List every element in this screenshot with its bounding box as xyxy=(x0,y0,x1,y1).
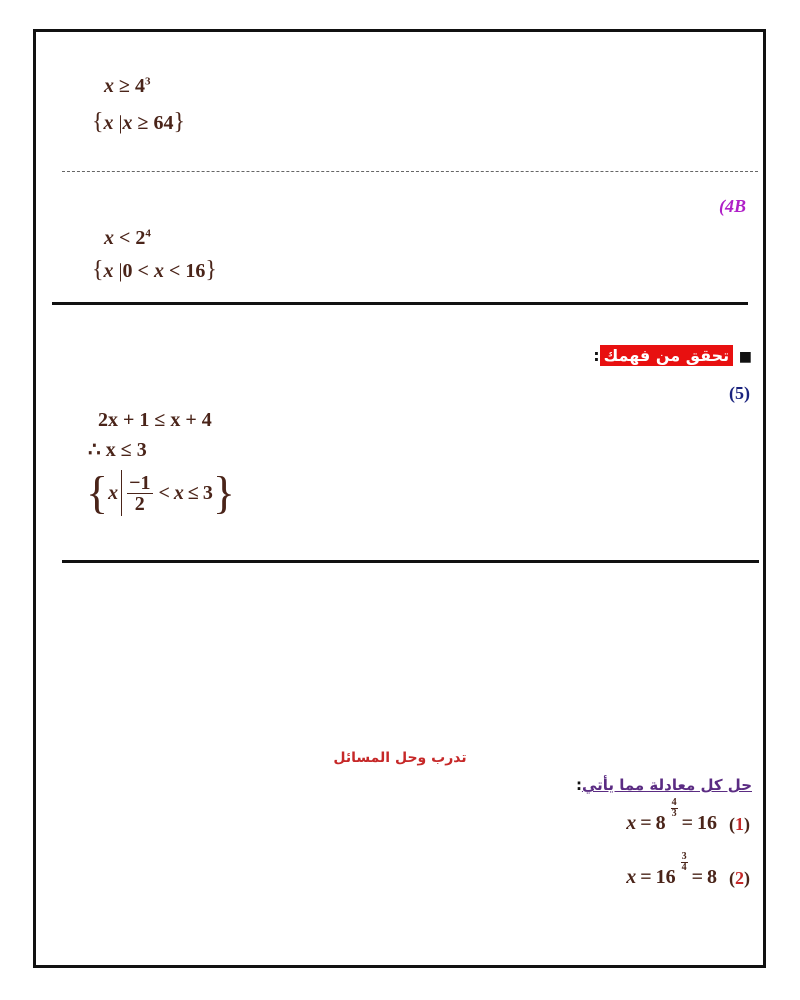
bullet-icon: ■ xyxy=(738,349,752,365)
inequality-4a-line1 xyxy=(104,76,150,96)
label-4b: (4B xyxy=(719,196,746,216)
solution-set-4b: {x |0 < x < 16} xyxy=(92,257,217,283)
operator: ≤ xyxy=(187,482,199,504)
operator: ≥ xyxy=(119,75,130,97)
item-number: 1 xyxy=(735,814,744,834)
inequality-5-line2 xyxy=(88,440,147,460)
right-brace: } xyxy=(173,109,186,135)
solution-set-5 xyxy=(86,467,235,518)
var: x xyxy=(108,482,119,504)
instruction-colon: : xyxy=(575,776,582,794)
instruction-text: حل كل معادلة مما يأتي xyxy=(581,776,752,794)
item-label: (2) xyxy=(729,868,750,888)
result: x ≤ 3 xyxy=(105,439,147,461)
operator: < xyxy=(119,227,131,249)
var: x xyxy=(626,866,637,888)
set-bar xyxy=(121,470,122,516)
item-label: (1) xyxy=(729,814,750,834)
practice-instruction xyxy=(576,776,752,794)
exponent-fraction xyxy=(671,798,678,819)
left-brace: { xyxy=(92,109,104,135)
left-brace: { xyxy=(92,257,104,283)
equals: = xyxy=(640,812,652,834)
fraction xyxy=(127,473,152,514)
right-brace: } xyxy=(212,467,235,518)
denominator: 2 xyxy=(134,492,145,515)
numerator: −1 xyxy=(129,471,151,494)
left-brace: { xyxy=(86,467,109,518)
practice-item-2 xyxy=(626,851,750,888)
equals: = xyxy=(691,866,703,888)
cond-var: x xyxy=(122,112,133,134)
check-heading xyxy=(593,346,752,365)
exponent: 4 xyxy=(145,227,151,240)
check-title: تحقق من فهمك xyxy=(600,345,734,366)
inequality-4b-line1 xyxy=(104,228,151,248)
high: 3 xyxy=(202,482,213,504)
exp-denominator: 3 xyxy=(671,808,677,819)
value: 64 xyxy=(153,112,174,134)
exp-numerator: 4 xyxy=(671,797,677,808)
base: 16 xyxy=(655,866,676,888)
base: 4 xyxy=(134,75,145,97)
practice-item-1 xyxy=(626,797,750,834)
low: 0 xyxy=(122,260,133,282)
exponent: 3 xyxy=(144,75,151,88)
operator: < xyxy=(137,260,149,282)
mid-var: x xyxy=(153,260,164,282)
dashed-separator xyxy=(62,171,758,172)
solution-set-4a: {x |x ≥ 64} xyxy=(92,109,186,135)
thick-separator-2 xyxy=(62,560,759,563)
thick-separator-1 xyxy=(52,302,748,305)
var: x xyxy=(104,227,114,249)
base: 8 xyxy=(655,812,666,834)
var: x xyxy=(104,75,114,97)
equals: = xyxy=(681,812,693,834)
exp-numerator: 3 xyxy=(681,851,687,862)
therefore-symbol: ∴ xyxy=(88,439,101,461)
exponent-fraction xyxy=(681,852,688,873)
operator: < xyxy=(168,260,181,282)
check-colon: : xyxy=(593,346,600,365)
right-brace: } xyxy=(205,257,217,283)
operator: < xyxy=(158,482,170,504)
base: 2 xyxy=(135,227,146,249)
var: x xyxy=(103,112,114,134)
operator: ≥ xyxy=(137,112,149,134)
var: x xyxy=(626,812,637,834)
result: 16 xyxy=(697,812,717,834)
mid-var: x xyxy=(173,482,184,504)
label-5: (5) xyxy=(729,383,750,403)
exp-denominator: 4 xyxy=(681,862,687,873)
var: x xyxy=(103,260,114,282)
equals: = xyxy=(640,866,652,888)
result: 8 xyxy=(707,866,717,888)
inequality-5-line1: 2x + 1 ≤ x + 4 xyxy=(98,409,212,431)
practice-heading: تدرب وحل المسائل xyxy=(333,750,467,766)
high: 16 xyxy=(185,260,206,282)
item-number: 2 xyxy=(735,868,744,888)
